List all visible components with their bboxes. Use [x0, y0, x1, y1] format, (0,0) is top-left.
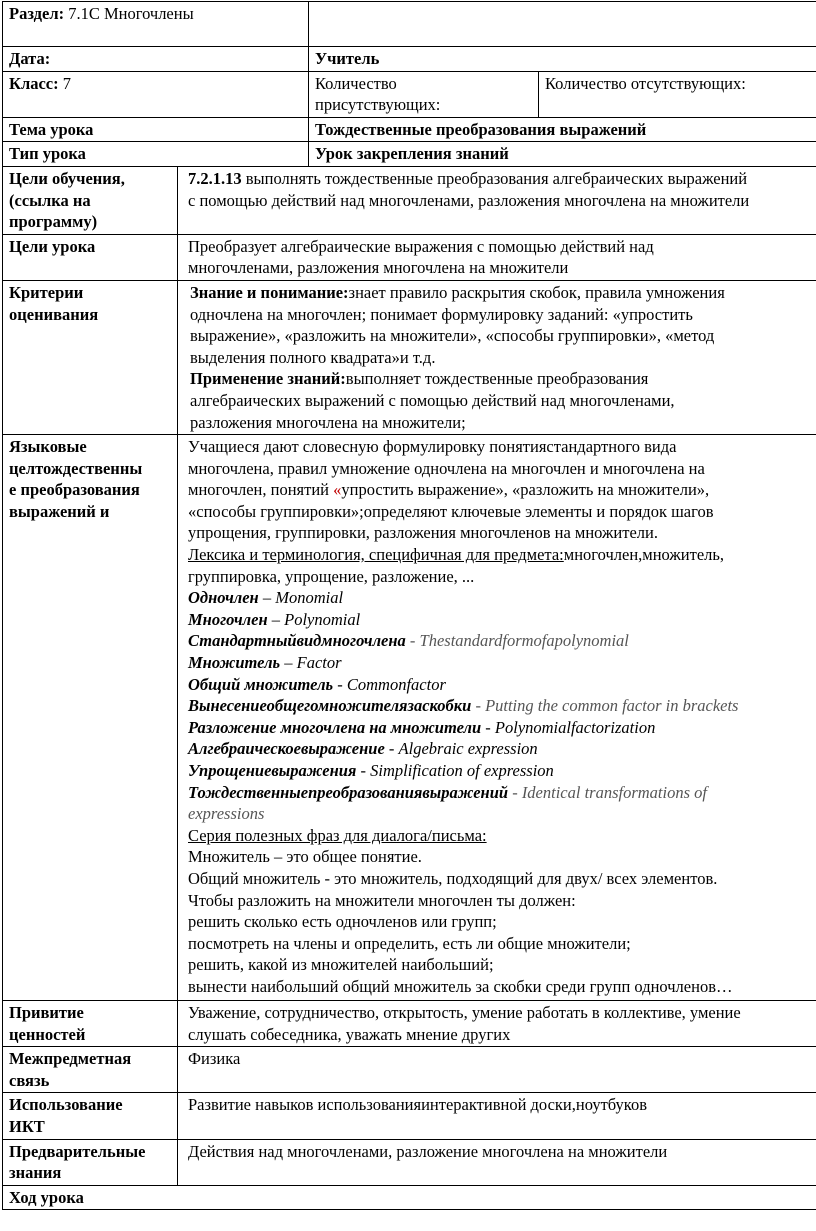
- language-label-1: Языковые: [9, 437, 87, 457]
- objectives-label-3: программу): [9, 212, 98, 232]
- type-label: Тип урока: [9, 144, 86, 164]
- language-intro-1: Учащиеся дают словесную формулировку понятиястандартного вида: [188, 437, 677, 457]
- date-cell: [3, 47, 309, 72]
- present-cell: [309, 71, 539, 117]
- class-label: Класс:: [9, 73, 59, 93]
- type-value-cell: [309, 142, 816, 167]
- values-row: [3, 1001, 816, 1047]
- prior-value-cell: [178, 1139, 816, 1185]
- lesson-plan-table: [2, 1, 816, 1210]
- term-ru: Тождественныепреобразованиявыражений: [188, 782, 509, 802]
- phrase-line: посмотреть на члены и определить, есть ли общие множители;: [188, 933, 631, 953]
- term-line: [188, 695, 816, 717]
- term-en: Identical transformations of: [521, 782, 707, 802]
- interdisciplinary-row: [3, 1047, 816, 1093]
- objectives-row: [3, 166, 816, 234]
- knowledge-line-2: одночлена на многочлен; понимает формулировку заданий: «упростить: [190, 304, 693, 324]
- term-en: Simplification of expression: [370, 761, 554, 780]
- absent-label: Количество отсутствующих:: [545, 73, 746, 93]
- lesson-goals-label-cell: [3, 234, 178, 280]
- prior-label-2: знания: [9, 1163, 62, 1183]
- objectives-line-1: выполнять тождественные преобразования алгебраических выражений: [241, 168, 748, 188]
- ict-value: Развитие навыков использованияинтерактивной доски,ноутбуков: [188, 1095, 648, 1115]
- phrases-heading: Серия полезных фраз для диалога/письма:: [188, 825, 487, 845]
- knowledge-head: Знание и понимание:: [190, 282, 349, 302]
- ict-label-cell: [3, 1093, 178, 1139]
- term-separator: -: [333, 674, 347, 694]
- absent-cell: [539, 71, 816, 117]
- knowledge-line-4: выделения полного квадрата»и т.д.: [190, 347, 436, 367]
- present-label-1: Количество: [315, 73, 397, 93]
- knowledge-line-1: знает правило раскрытия скобок, правила умножения: [348, 282, 725, 302]
- type-label-cell: [3, 142, 309, 167]
- objectives-value-cell: [178, 166, 816, 234]
- term-en: Putting the common factor in brackets: [485, 696, 739, 716]
- objectives-label-cell: [3, 166, 178, 234]
- language-intro-5: упрощения, группировки, разложения многочленов на множители.: [188, 523, 658, 543]
- term-ru: Одночлен: [188, 588, 259, 608]
- term-separator: –: [258, 588, 276, 608]
- term-line: [188, 717, 816, 739]
- progress-cell: [3, 1185, 816, 1210]
- phrase-line: Множитель – это общее понятие.: [188, 847, 422, 867]
- interdisciplinary-label-2: связь: [9, 1070, 50, 1090]
- term-ru: Алгебраическоевыражение: [188, 739, 385, 759]
- phrase-line: вынести наибольший общий множитель за скобки среди групп одночленов…: [188, 976, 733, 996]
- language-intro-3-quote: «: [333, 480, 342, 500]
- term-ru: Разложение многочлена на множители: [188, 717, 482, 737]
- term-ru: Множитель: [188, 653, 281, 673]
- language-intro-4: «способы группировки»;определяют ключевые элементы и порядок шагов: [188, 501, 714, 521]
- interdisciplinary-value: Физика: [188, 1049, 241, 1069]
- term-separator: -: [481, 717, 495, 737]
- term-line: [188, 652, 816, 674]
- ict-label-1: Использование: [9, 1095, 123, 1115]
- term-separator: -: [384, 739, 399, 759]
- lesson-goals-line-1: Преобразует алгебраические выражения с помощью действий над: [188, 236, 654, 256]
- lesson-goals-line-2: многочленами, разложения многочлена на множители: [188, 258, 569, 278]
- term-ru: Стандартныйвидмногочлена: [188, 631, 406, 651]
- term-ru: Вынесениеобщегомножителязаскобки: [188, 696, 472, 716]
- criteria-row: [3, 280, 816, 434]
- language-label-4: выражений и: [9, 501, 110, 521]
- term-en: Algebraic expression: [398, 739, 538, 759]
- term-line: [188, 587, 816, 609]
- criteria-label-cell: [3, 280, 178, 434]
- language-intro-3b: упростить выражение», «разложить на множители»,: [341, 480, 710, 500]
- application-head: Применение знаний:: [190, 369, 346, 389]
- ict-row: [3, 1093, 816, 1139]
- interdisciplinary-value-cell: [178, 1047, 816, 1093]
- lesson-goals-label: Цели урока: [9, 236, 96, 256]
- topic-label: Тема урока: [9, 119, 94, 139]
- application-line-3: разложения многочлена на множители;: [190, 412, 466, 432]
- ict-label-2: ИКТ: [9, 1117, 45, 1137]
- lesson-goals-value-cell: [178, 234, 816, 280]
- objectives-label-2: (ссылка на: [9, 190, 91, 210]
- interdisciplinary-label-1: Межпредметная: [9, 1049, 132, 1069]
- class-value: 7: [62, 73, 71, 93]
- language-row: [3, 435, 816, 1001]
- language-intro-2: многочлена, правил умножение одночлена на многочлен и многочлена на: [188, 458, 705, 478]
- ict-value-cell: [178, 1093, 816, 1139]
- present-label-2: присутствующих:: [315, 95, 441, 115]
- values-label-2: ценностей: [9, 1024, 86, 1044]
- teacher-label: Учитель: [315, 49, 380, 68]
- objectives-label-1: Цели обучения,: [9, 168, 125, 188]
- term-en: Factor: [296, 653, 342, 673]
- term-en: Commonfactor: [346, 674, 446, 694]
- language-label-2: целтождественны: [9, 458, 143, 478]
- term-separator: -: [405, 631, 420, 651]
- term-en: Monomial: [275, 588, 344, 608]
- section-label: Раздел:: [9, 4, 65, 23]
- terms-list: [188, 587, 816, 803]
- prior-row: [3, 1139, 816, 1185]
- application-line-2: алгебраических выражений с помощью действий над многочленами,: [190, 390, 675, 410]
- objectives-code: 7.2.1.13: [188, 168, 242, 188]
- term-separator: -: [471, 696, 486, 716]
- language-label-cell: [3, 435, 178, 1001]
- values-label-1: Привитие: [9, 1003, 84, 1023]
- knowledge-line-3: выражение», «разложить на множители», «способы группировки», «метод: [190, 326, 715, 346]
- term-en: Thestandardformofapolynomial: [419, 631, 629, 651]
- prior-value: Действия над многочленами, разложение многочлена на множители: [188, 1141, 668, 1161]
- class-row: [3, 71, 816, 117]
- date-row: [3, 47, 816, 72]
- section-row: [3, 2, 816, 47]
- language-intro-3a: многочлен, понятий: [188, 480, 334, 500]
- term-line: [188, 674, 816, 696]
- teacher-cell: [309, 47, 816, 72]
- lexicon-line-2: группировка, упрощение, разложение, ...: [188, 566, 475, 586]
- term-ru: Упрощениевыражения: [188, 761, 357, 780]
- term-line: [188, 782, 816, 804]
- term-separator: –: [280, 653, 297, 673]
- values-line-1: Уважение, сотрудничество, открытость, умение работать в коллективе, умение: [188, 1003, 741, 1023]
- term-separator: –: [267, 609, 285, 629]
- date-label: Дата:: [9, 49, 51, 68]
- language-label-3: е преобразования: [9, 480, 140, 500]
- topic-label-cell: [3, 117, 309, 142]
- topic-value-cell: [309, 117, 816, 142]
- term-line: [188, 609, 816, 631]
- term-line: [188, 760, 816, 782]
- phrase-line: Чтобы разложить на множители многочлен ты должен:: [188, 890, 576, 910]
- phrase-line: решить сколько есть одночленов или групп;: [188, 912, 497, 932]
- section-value: 7.1С Многочлены: [68, 4, 194, 23]
- term-separator: -: [508, 782, 522, 802]
- class-cell: [3, 71, 309, 117]
- term-line: [188, 630, 816, 652]
- language-value-cell: [178, 435, 816, 1001]
- type-value: Урок закрепления знаний: [315, 144, 509, 164]
- lexicon-heading: Лексика и терминология, специфичная для предмета:: [188, 545, 564, 565]
- lexicon-tail: многочлен,множитель,: [563, 545, 725, 565]
- progress-row: [3, 1185, 816, 1210]
- application-line-1: выполняет тождественные преобразования: [345, 369, 649, 389]
- values-label-cell: [3, 1001, 178, 1047]
- values-line-2: слушать собеседника, уважать мнение других: [188, 1024, 511, 1044]
- section-empty-cell: [309, 2, 816, 47]
- type-row: [3, 142, 816, 167]
- term-separator: -: [356, 761, 371, 780]
- criteria-label-1: Критерии: [9, 282, 84, 302]
- prior-label-1: Предварительные: [9, 1141, 146, 1161]
- topic-value: Тождественные преобразования выражений: [315, 119, 647, 139]
- phrase-line: решить, какой из множителей наибольший;: [188, 955, 494, 975]
- term-line: [188, 738, 816, 760]
- term-ru: Многочлен: [188, 609, 268, 629]
- phrases-list: [188, 846, 816, 997]
- objectives-line-2: с помощью действий над многочленами, разложения многочлена на множители: [188, 190, 750, 210]
- prior-label-cell: [3, 1139, 178, 1185]
- term-en: Polynomialfactorization: [494, 717, 656, 737]
- criteria-label-2: оценивания: [9, 304, 99, 324]
- progress-label: Ход урока: [9, 1187, 84, 1207]
- phrase-line: Общий множитель - это множитель, подходящий для двух/ всех элементов.: [188, 868, 718, 888]
- criteria-value-cell: [178, 280, 816, 434]
- interdisciplinary-label-cell: [3, 1047, 178, 1093]
- section-cell: [3, 2, 309, 47]
- values-value-cell: [178, 1001, 816, 1047]
- term-ru: Общий множитель: [188, 674, 334, 694]
- lesson-goals-row: [3, 234, 816, 280]
- term-en: Polynomial: [284, 609, 361, 629]
- terms-wrap: expressions: [188, 804, 265, 824]
- topic-row: [3, 117, 816, 142]
